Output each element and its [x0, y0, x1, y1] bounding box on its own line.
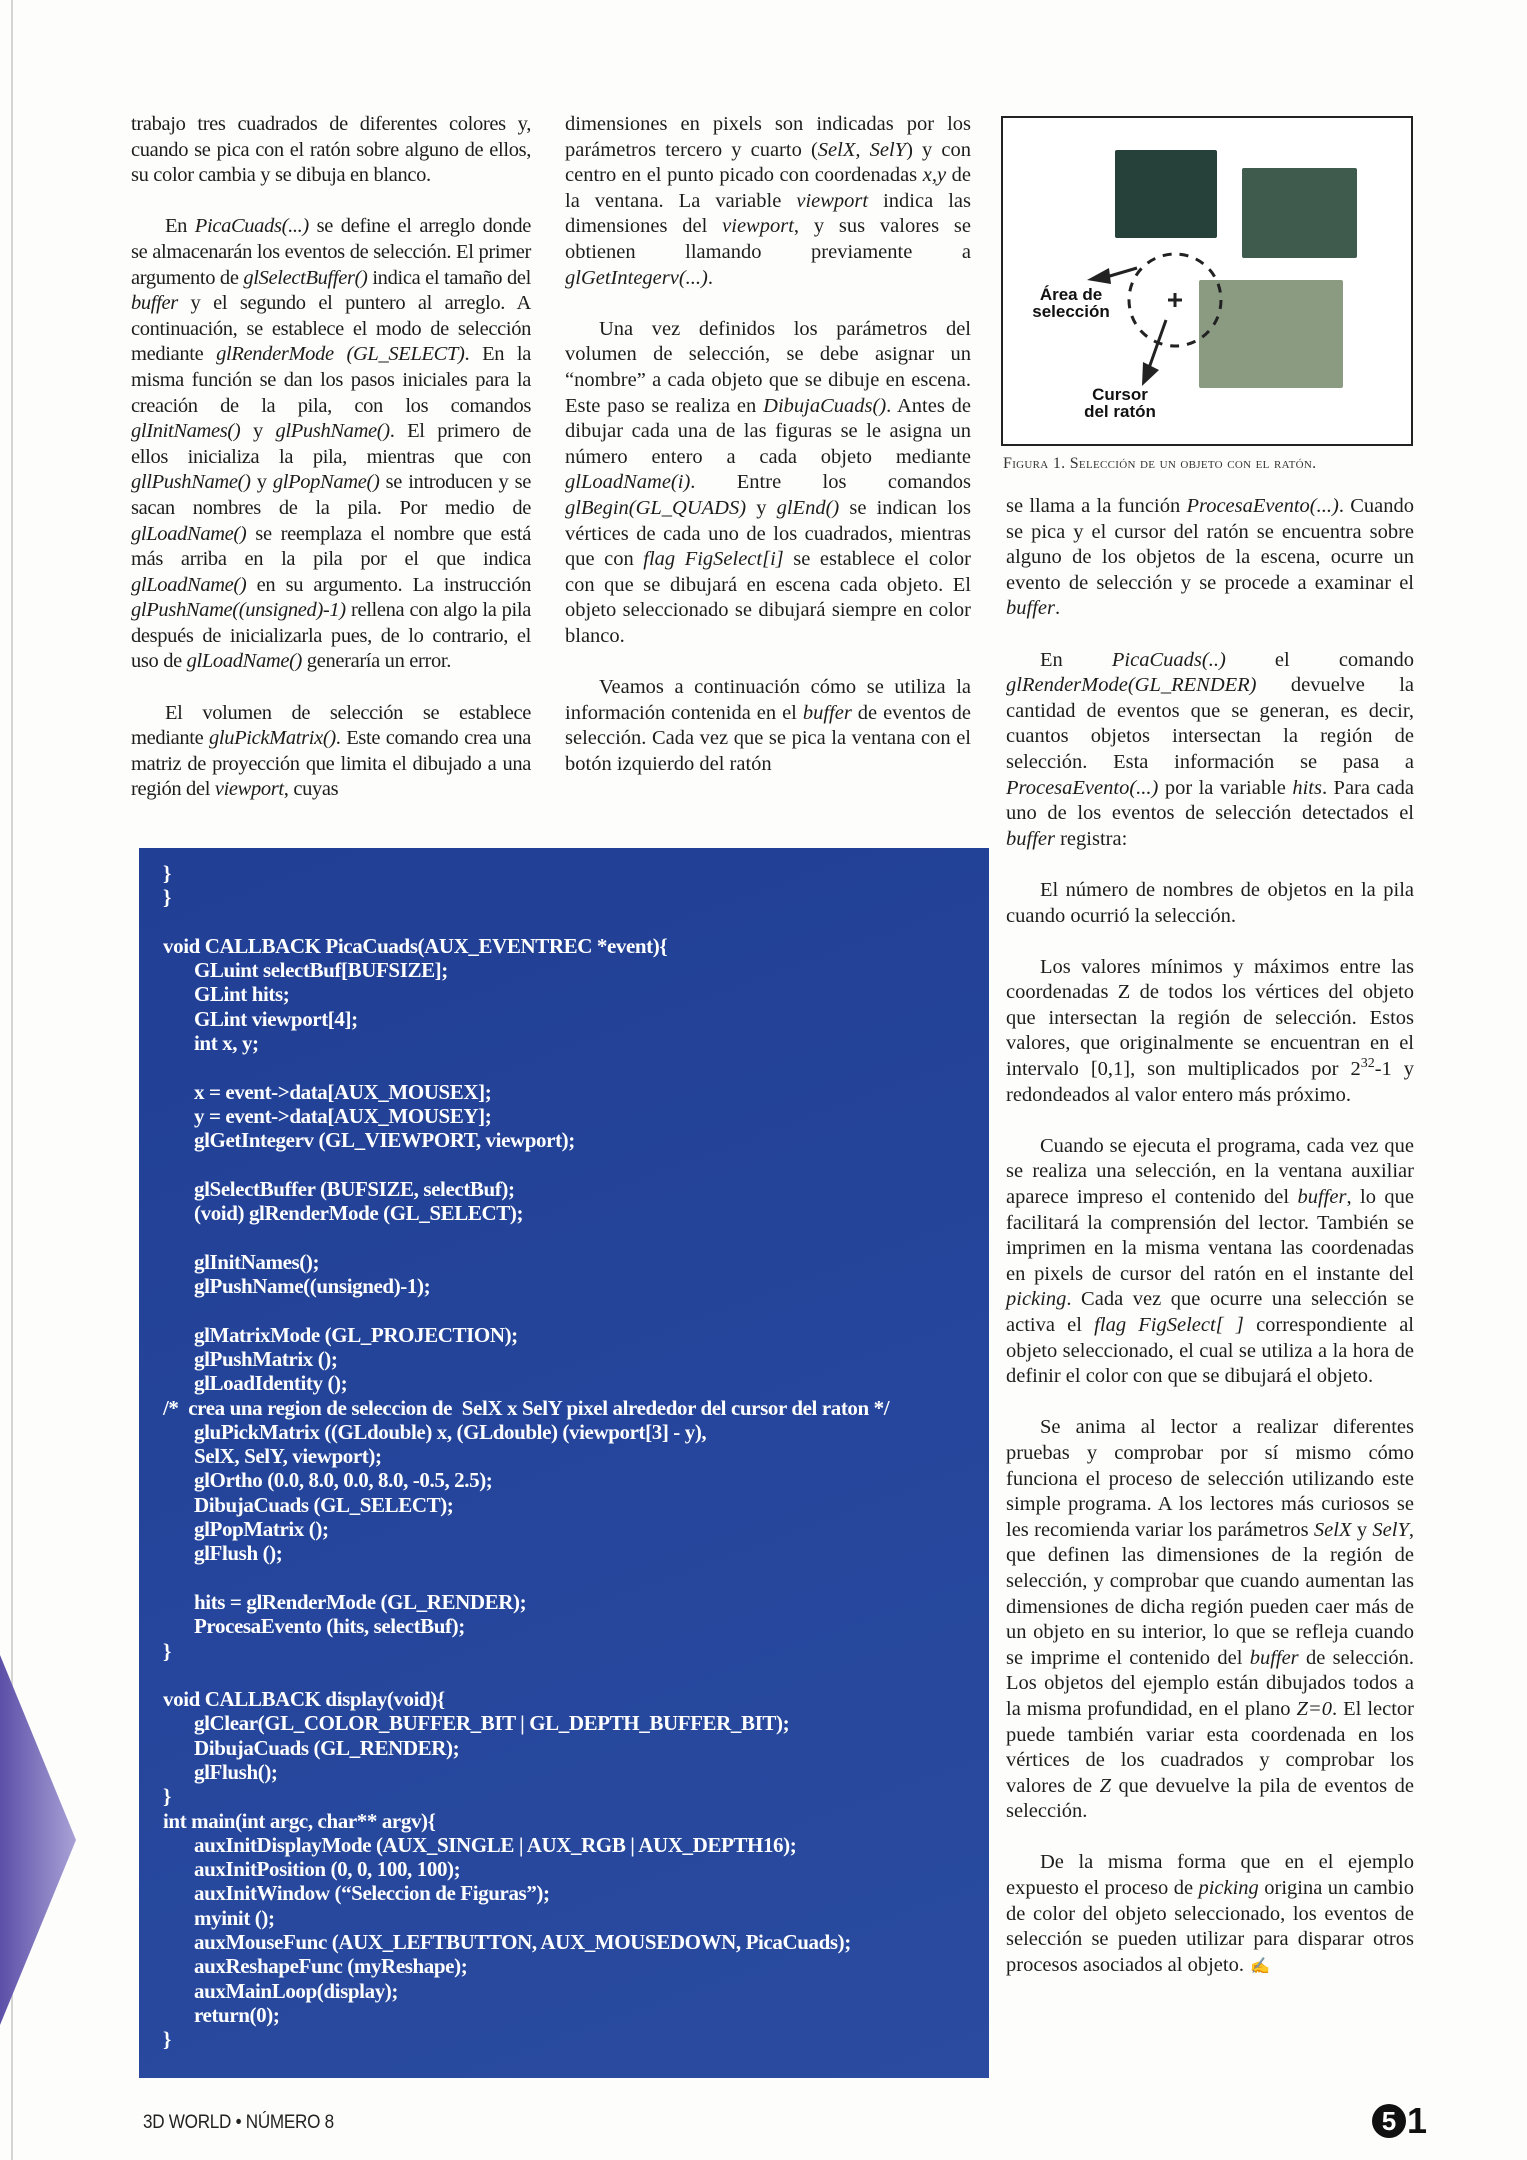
code-listing [139, 848, 989, 2078]
paragraph [1006, 494, 1414, 622]
text-run: Veamos a continuación cómo se utiliza la información contenida en el [565, 676, 971, 724]
code-line: ProcesaEvento (hits, selectBuf); [194, 1614, 465, 1639]
code-line: auxInitWindow (“Seleccion de Figuras”); [194, 1881, 550, 1906]
code-line: DibujaCuads (GL_RENDER); [194, 1735, 460, 1760]
text-run: rellena con algo la pila después de inicializarla pues, de lo contrario, el uso de [131, 599, 531, 673]
italic-term: SelY [1372, 1518, 1409, 1541]
text-run: el comando [1225, 648, 1414, 671]
italic-term: buffer [802, 701, 852, 724]
figure-1 [1001, 116, 1413, 446]
paragraph [565, 317, 971, 650]
text-run: . El lector puede también variar esta coordenada en los vértices de los cuadrados y comprobar los valores de [1006, 1697, 1414, 1797]
crosshair-icon [1168, 293, 1182, 307]
code-line: glFlush (); [194, 1541, 283, 1566]
paragraph [1006, 1415, 1414, 1825]
paragraph [1006, 878, 1414, 929]
label-line: Área de [1039, 285, 1103, 304]
magazine-footer: 3D WORLD • NÚMERO 8 [143, 2112, 334, 2133]
text-run: origina un cambio de color del objeto seleccionado, los eventos de selección se pueden utilizar para disparar otros procesos asociados al objeto. [1006, 1877, 1414, 1976]
superscript: 32 [1360, 1056, 1375, 1072]
code-line [163, 1055, 889, 1079]
paragraph [131, 112, 531, 189]
text-run: El número de nombres de objetos en la pila cuando ocurrió la selección. [1006, 878, 1414, 927]
italic-term: gluPickMatrix() [208, 727, 336, 750]
code-line: x = event->data[AUX_MOUSEX]; [194, 1079, 492, 1104]
italic-term: glEnd() [776, 496, 840, 519]
text-run: trabajo tres cuadrados de diferentes colores y, cuando se pica con el ratón sobre alguno de ellos, su color cambia y se dibuja en blanco. [131, 113, 531, 187]
text-run: . En la misma función se dan los pasos iniciales para la creación de la pila, con los comandos [131, 343, 531, 417]
mouse-cursor-label [1075, 386, 1165, 420]
text-run: correspondiente al objeto seleccionado, el cual se utiliza a la hora de definir el color con que se dibujará el objeto. [1006, 1314, 1414, 1388]
italic-term: buffer [1297, 1186, 1347, 1209]
paragraph [1006, 955, 1414, 1109]
paragraph [565, 675, 971, 777]
italic-term: flag FigSelect[i] [643, 548, 784, 571]
italic-term: x,y [922, 164, 947, 187]
code-lines [163, 861, 889, 2052]
text-run: . Cuando se pica y el cursor del ratón se encuentra sobre alguno de los objetos de la escena, ocurre un evento de selección y se procede a examinar el [1006, 495, 1414, 594]
text-run: generaría un error. [302, 650, 451, 673]
code-line: auxMainLoop(display); [194, 1978, 398, 2003]
text-run: El volumen de selección se establece mediante [131, 701, 531, 750]
italic-term: picking [1198, 1877, 1259, 1900]
code-line: glLoadIdentity (); [194, 1371, 348, 1396]
text-run: En [1040, 648, 1112, 671]
italic-term: PicaCuads(..) [1111, 648, 1226, 671]
code-line: GLint hits; [194, 982, 290, 1007]
italic-term: Z [1099, 1774, 1111, 1797]
text-run: se llama a la función [1006, 495, 1187, 517]
text-run: , cuyas [283, 778, 339, 801]
code-line: } [163, 861, 171, 885]
code-line: y = event->data[AUX_MOUSEY]; [194, 1103, 492, 1128]
code-line: glSelectBuffer (BUFSIZE, selectBuf); [194, 1176, 515, 1201]
code-line: } [163, 1784, 171, 1809]
italic-term: glPopName() [272, 471, 380, 494]
code-line: auxInitDisplayMode (AUX_SINGLE | AUX_RGB | AUX_DEPTH16); [194, 1832, 797, 1857]
text-run: de eventos de selección. Cada vez que se pica la ventana con el botón izquierdo del ratón [565, 701, 971, 775]
code-line [163, 1153, 889, 1177]
code-line: int x, y; [194, 1031, 259, 1056]
cursor-arrow [1149, 320, 1166, 368]
italic-term: glRenderMode(GL_RENDER) [1006, 674, 1257, 697]
code-line: void CALLBACK PicaCuads(AUX_EVENTREC *event){ [163, 933, 668, 958]
label-line: del ratón [1084, 402, 1156, 421]
italic-term: buffer [1006, 597, 1055, 620]
italic-term: viewport [796, 189, 869, 212]
text-run: se reemplaza el nombre que está más arriba en la pila por el que indica [131, 522, 531, 571]
code-line: glClear(GL_COLOR_BUFFER_BIT | GL_DEPTH_BUFFER_BIT); [194, 1711, 790, 1736]
code-line: glOrtho (0.0, 8.0, 0.0, 8.0, -0.5, 2.5); [194, 1468, 493, 1493]
code-line: glGetIntegerv (GL_VIEWPORT, viewport); [194, 1128, 575, 1153]
italic-term: glGetIntegerv(...) [565, 266, 708, 289]
figure-caption: Figura 1. Selección de un objeto con el ratón. [1003, 455, 1317, 472]
italic-term: flag FigSelect[ ] [1094, 1314, 1244, 1336]
italic-term: glLoadName() [186, 650, 303, 673]
code-line: myinit (); [194, 1905, 275, 1930]
italic-term: glBegin(GL_QUADS) [565, 496, 747, 519]
text-run: . [1054, 597, 1061, 620]
text-run: y el segundo el puntero al arreglo. A continuación, se establece el modo de selección mediante [131, 292, 531, 366]
text-run: . Cada vez que ocurre una selección se activa el [1006, 1288, 1414, 1336]
text-run: . Antes de dibujar cada una de las figuras se le asigna un número entero a cada objeto mediante [565, 394, 971, 468]
code-line: auxReshapeFunc (myReshape); [194, 1954, 468, 1979]
mid-square [1242, 168, 1357, 258]
text-run: Se anima al lector a realizar diferentes pruebas y comprobar por sí mismo cómo funciona el proceso de selección utilizando este simple programa. A los lectores más curiosos se les recomienda variar los parámetros [1006, 1416, 1414, 1541]
text-run: . [707, 266, 713, 289]
text-run: y [746, 496, 777, 519]
selection-area-label [1031, 286, 1111, 320]
page-number-digit: 1 [1407, 2100, 1428, 2141]
italic-term: glSelectBuffer() [243, 266, 368, 289]
code-line [163, 1225, 889, 1249]
text-run: -1 y redondeados al valor entero más próximo. [1006, 1058, 1415, 1106]
left-text-column [131, 112, 531, 829]
text-run: , y sus valores se obtienen llamando previamente a [565, 215, 971, 263]
code-line: glFlush(); [194, 1759, 278, 1784]
text-run: se introducen y se sacan nombres de la pila. Por medio de [131, 471, 531, 519]
text-run: . El primero de ellos inicializa la pila, mientras que con [131, 420, 532, 468]
text-run: se define el arreglo donde se almacenarán los eventos de selección. El primer argumento de [131, 215, 531, 289]
text-run: , que definen las dimensiones de la región de selección, y comprobar que cuando aumentan las dimensiones de dicha región pueden caer más de un objeto en su interior, lo que se refleja cuando se imprime el contenido del [1006, 1518, 1414, 1669]
paragraph [1006, 648, 1414, 853]
italic-term: viewport [214, 778, 284, 801]
code-line: void CALLBACK display(void){ [163, 1687, 445, 1712]
italic-term: glRenderMode (GL_SELECT) [216, 343, 465, 366]
text-run: y [250, 471, 273, 494]
code-line: glPushMatrix (); [194, 1346, 338, 1371]
italic-term: ProcesaEvento(...) [1186, 495, 1339, 517]
paragraph [565, 112, 971, 291]
light-square [1199, 280, 1343, 388]
text-run: , lo que facilitará la comprensión del lector. También se imprimen en la misma ventana las coordenadas en pixels de cursor del ratón en el instante del [1006, 1186, 1414, 1285]
code-line: } [163, 1638, 171, 1663]
code-line: gluPickMatrix ((GLdouble) x, (GLdouble) (viewport[3] - y), [194, 1419, 707, 1444]
text-run: que devuelve la pila de eventos de selección. [1006, 1774, 1415, 1823]
text-run: devuelve la cantidad de eventos que se generan, es decir, cuantos objetos intersectan la región de selección. Esta información se pasa a [1006, 674, 1414, 773]
code-line: int main(int argc, char** argv){ [163, 1808, 436, 1833]
text-run: dimensiones en pixels son indicadas por los parámetros tercero y cuarto ( [565, 113, 971, 161]
text-run: de la ventana. La variable [565, 164, 971, 212]
right-text-column [1006, 494, 1414, 2005]
italic-term: gllPushName() [131, 471, 251, 494]
text-run: En [165, 215, 195, 238]
text-run: en su argumento. La instrucción [246, 573, 531, 596]
italic-term: glLoadName(i) [565, 471, 691, 494]
code-line: glMatrixMode (GL_PROJECTION); [194, 1322, 518, 1347]
italic-term: buffer [131, 292, 178, 315]
italic-term: buffer [1249, 1646, 1299, 1669]
italic-term: hits [1292, 776, 1322, 799]
label-line: selección [1032, 302, 1110, 321]
italic-term: SelX [1313, 1518, 1352, 1541]
text-run: por la variable [1158, 776, 1293, 799]
text-run: ) y con centro en el punto picado con coordenadas [565, 138, 971, 187]
paragraph [1006, 1134, 1414, 1390]
text-run: indica las dimensiones del [565, 189, 971, 238]
code-line: /* crea una region de seleccion de SelX x SelY pixel alrededor del cursor del raton */ [163, 1395, 890, 1420]
code-line: glPopMatrix (); [194, 1517, 329, 1542]
italic-term: SelX, SelY [817, 138, 907, 161]
label-line: Cursor [1092, 385, 1148, 404]
code-line: return(0); [194, 2002, 280, 2027]
italic-term: buffer [1006, 827, 1055, 850]
end-of-article-icon: ✍ [1249, 1957, 1270, 1975]
italic-term: DibujaCuads() [763, 394, 887, 417]
decorative-triangle [0, 1655, 80, 2025]
text-run: . Entre los comandos [690, 471, 971, 494]
text-run: se establece el color con que se dibujará en escena cada objeto. El objeto seleccionado se dibujará siempre en color blanco. [565, 548, 971, 647]
code-line: glInitNames(); [194, 1249, 320, 1274]
italic-term: glLoadName() [131, 573, 247, 596]
code-line: hits = glRenderMode (GL_RENDER); [194, 1589, 527, 1614]
text-run: . Este comando crea una matriz de proyección que limita el dibujado a una región del [131, 727, 531, 801]
code-line: glPushName((unsigned)-1); [194, 1274, 431, 1299]
text-run: De la misma forma que en el ejemplo expuesto el proceso de [1006, 1851, 1414, 1900]
page-number [1372, 2100, 1427, 2142]
text-run: indica el tamaño del [367, 266, 531, 289]
text-run: y [1351, 1518, 1373, 1541]
figure-illustration [1003, 118, 1411, 444]
text-run: Una vez definidos los parámetros del volumen de selección, se debe asignar un “nombre” a cada objeto que se dibuje en escena. Este paso se realiza en [565, 317, 971, 417]
code-line: } [163, 2027, 171, 2052]
text-run: se indican los vértices de cada uno de los cuadrados, mientras que con [565, 496, 972, 571]
text-run: Cuando se ejecuta el programa, cada vez que se realiza una selección, en la ventana auxiliar aparece impreso el contenido del [1006, 1134, 1414, 1209]
italic-term: glPushName((unsigned)-1) [131, 599, 346, 622]
italic-term: glLoadName() [131, 522, 247, 545]
italic-term: picking [1006, 1288, 1067, 1311]
code-line: SelX, SelY, viewport); [194, 1444, 382, 1469]
code-line [163, 1566, 889, 1590]
italic-term: glPushName() [275, 420, 390, 443]
code-line: auxInitPosition (0, 0, 100, 100); [194, 1857, 461, 1882]
code-line: GLint viewport[4]; [194, 1006, 358, 1031]
italic-term: PicaCuads(...) [194, 215, 309, 238]
italic-term: viewport [722, 215, 794, 238]
code-line [163, 1663, 889, 1687]
text-run: . Para cada uno de los eventos de selección detectados el [1006, 776, 1414, 825]
text-run: registra: [1054, 827, 1128, 850]
paragraph [131, 214, 531, 675]
paragraph [131, 701, 531, 803]
italic-term: glInitNames() [131, 420, 241, 443]
paragraph [1006, 1850, 1414, 1979]
page-number-circled-digit: 5 [1372, 2104, 1406, 2138]
code-line: auxMouseFunc (AUX_LEFTBUTTON, AUX_MOUSEDOWN, PicaCuads); [194, 1930, 851, 1955]
code-line: GLuint selectBuf[BUFSIZE]; [194, 958, 448, 983]
text-run: de selección. Los objetos del ejemplo están dibujados todos a la misma profundidad, en el plano [1006, 1646, 1414, 1720]
text-run: Los valores mínimos y máximos entre las coordenadas Z de todos los vértices del objeto que intersectan la región de selección. Estos valores, que originalmente se encuentran en el intervalo [0,1], son multiplicados por 2 [1006, 955, 1414, 1081]
code-line: DibujaCuads (GL_SELECT); [194, 1492, 454, 1517]
dark-square [1115, 150, 1217, 238]
code-line [163, 910, 889, 934]
code-line [163, 1298, 889, 1322]
text-run: y [240, 420, 276, 443]
italic-term: Z=0 [1296, 1697, 1332, 1720]
code-line: } [163, 885, 171, 910]
code-line: (void) glRenderMode (GL_SELECT); [194, 1201, 524, 1226]
middle-text-column [565, 112, 971, 803]
italic-term: ProcesaEvento(...) [1006, 776, 1159, 799]
